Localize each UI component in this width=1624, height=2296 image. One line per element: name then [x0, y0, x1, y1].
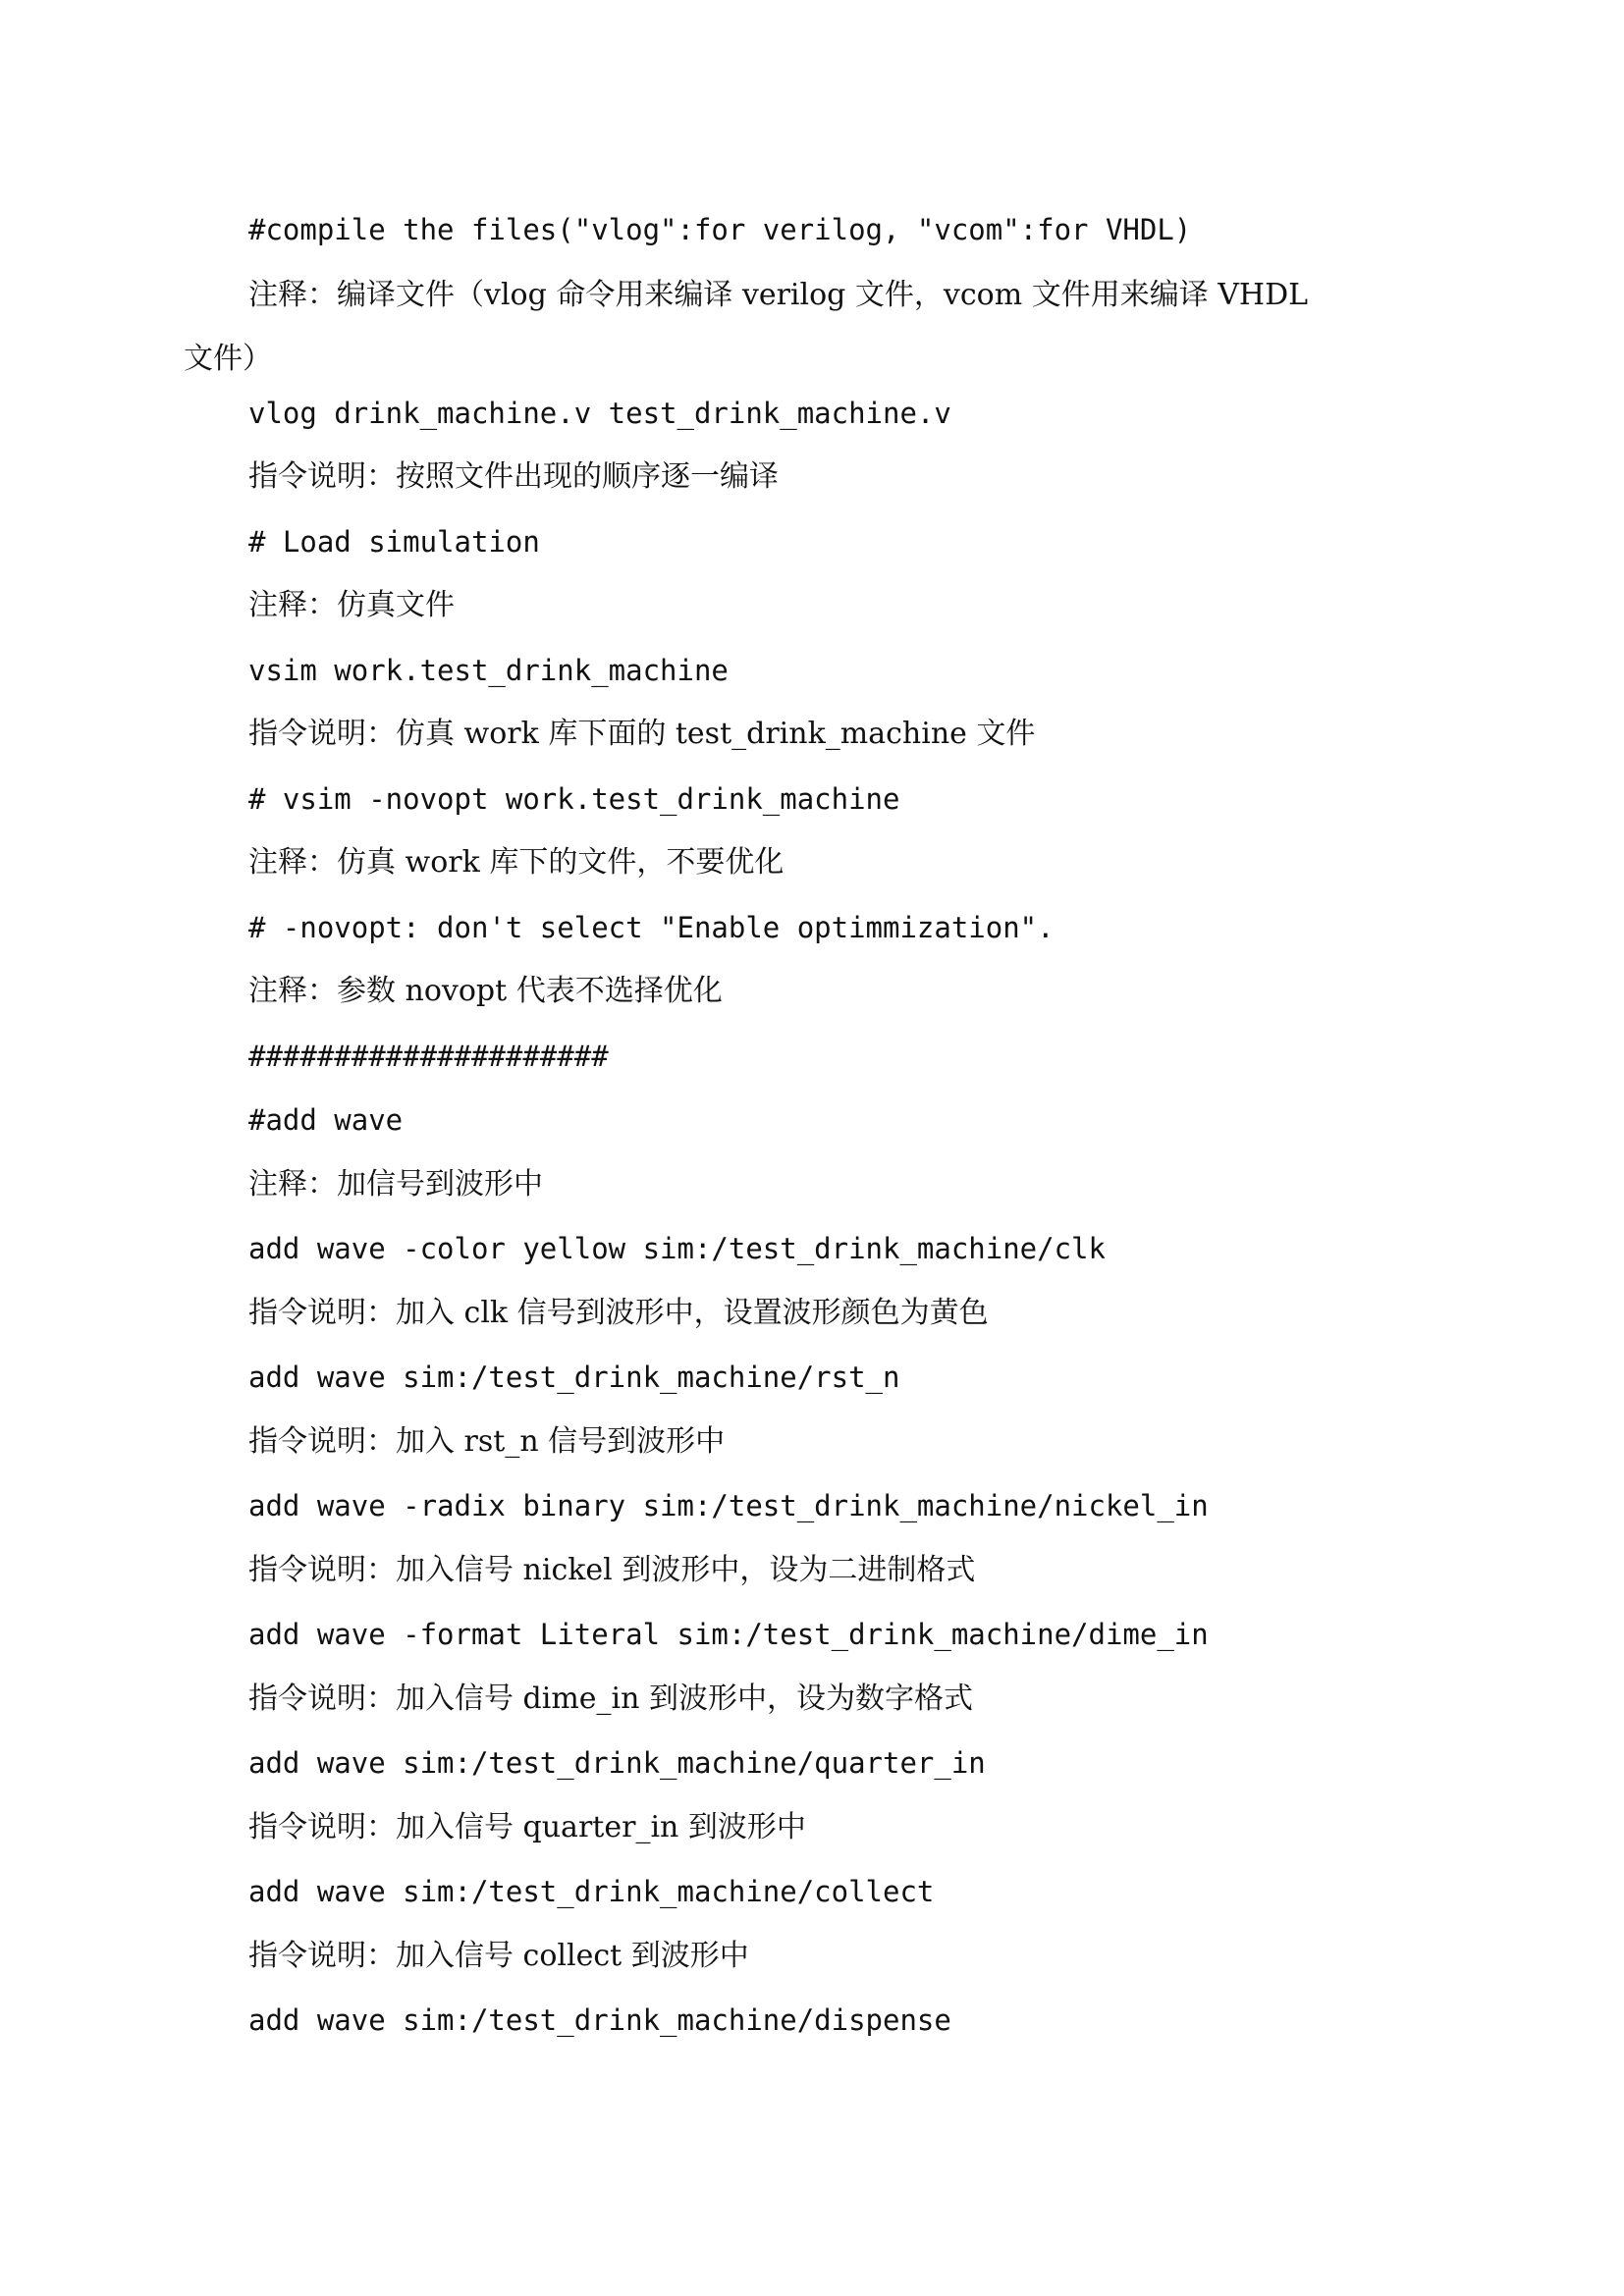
- code-line-vsim-novopt: # vsim -novopt work.test_drink_machine: [248, 781, 900, 816]
- note-line-add-wave-clk: 指令说明：加入 clk 信号到波形中，设置波形颜色为黄色: [248, 1295, 989, 1330]
- code-line-add-wave-quarter-in: add wave sim:/test_drink_machine/quarter_in: [248, 1746, 986, 1780]
- note-line-vsim: 指令说明：仿真 work 库下面的 test_drink_machine 文件: [248, 717, 1036, 751]
- code-line-vlog: vlog drink_machine.v test_drink_machine.v: [248, 396, 951, 430]
- code-line-compile-comment: #compile the files("vlog":for verilog, "vcom":for VHDL): [248, 213, 1192, 246]
- note-line-add-wave-rst-n: 指令说明：加入 rst_n 信号到波形中: [248, 1423, 726, 1459]
- note-line-add-wave-nickel-in: 指令说明：加入信号 nickel 到波形中，设为二进制格式: [248, 1552, 976, 1587]
- note-line-add-wave-quarter-in: 指令说明：加入信号 quarter_in 到波形中: [248, 1809, 806, 1844]
- code-line-novopt-comment: # -novopt: don't select "Enable optimmization".: [248, 910, 1055, 944]
- code-line-add-wave-comment: #add wave: [248, 1103, 404, 1137]
- code-line-add-wave-nickel-in: add wave -radix binary sim:/test_drink_machine/nickel_in: [248, 1489, 1209, 1522]
- note-line-vlog: 指令说明：按照文件出现的顺序逐一编译: [248, 459, 779, 494]
- note-line-vsim-novopt: 注释：仿真 work 库下的文件，不要优化: [248, 845, 785, 880]
- note-line-add-wave: 注释：加信号到波形中: [248, 1166, 543, 1201]
- note-line-load-simulation: 注释：仿真文件: [248, 588, 455, 622]
- code-line-add-wave-collect: add wave sim:/test_drink_machine/collect: [248, 1875, 935, 1908]
- note-wrap-box: [184, 263, 1407, 392]
- code-line-add-wave-clk: add wave -color yellow sim:/test_drink_machine/clk: [248, 1232, 1106, 1265]
- note-line-add-wave-dime-in: 指令说明：加入信号 dime_in 到波形中，设为数字格式: [248, 1681, 973, 1716]
- note-line-novopt: 注释：参数 novopt 代表不选择优化: [248, 974, 723, 1008]
- code-line-vsim: vsim work.test_drink_machine: [248, 653, 729, 687]
- note-line-compile: 注释：编译文件（vlog 命令用来编译 verilog 文件，vcom 文件用来编译 VHDL 文件）: [184, 277, 1309, 376]
- note-line-add-wave-collect: 指令说明：加入信号 collect 到波形中: [248, 1938, 749, 1973]
- document-body: [184, 208, 1407, 2063]
- code-line-add-wave-rst-n: add wave sim:/test_drink_machine/rst_n: [248, 1361, 900, 1394]
- code-line-separator: #####################: [248, 1039, 609, 1073]
- code-line-load-simulation: # Load simulation: [248, 524, 540, 559]
- code-line-add-wave-dime-in: add wave -format Literal sim:/test_drink_machine/dime_in: [248, 1618, 1209, 1651]
- code-line-add-wave-dispense: add wave sim:/test_drink_machine/dispense: [248, 2003, 951, 2037]
